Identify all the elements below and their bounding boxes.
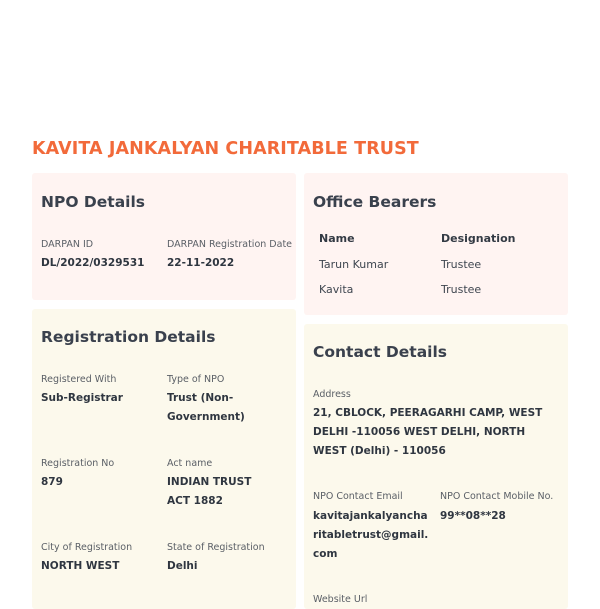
npo-details-title: NPO Details bbox=[41, 193, 146, 211]
registration-no-label: Registration No bbox=[41, 458, 115, 469]
address-value: 21, CBLOCK, PEERAGARHI CAMP, WEST DELHI -110056 WEST DELHI, NORTH WEST (Delhi) - 110056 bbox=[313, 407, 543, 457]
contact-mobile-label: NPO Contact Mobile No. bbox=[440, 491, 554, 502]
city-of-registration-value: NORTH WEST bbox=[41, 560, 120, 572]
npo-details-card bbox=[32, 173, 296, 300]
column-header-designation: Designation bbox=[441, 232, 516, 245]
darpan-reg-date-value: 22-11-2022 bbox=[167, 257, 235, 269]
contact-details-card bbox=[304, 324, 568, 609]
darpan-id-label: DARPAN ID bbox=[41, 239, 94, 250]
registered-with-label: Registered With bbox=[41, 374, 117, 385]
contact-email-value: kavitajankalyancharitabletrust@gmail.com bbox=[313, 510, 429, 560]
bearer-name: Kavita bbox=[319, 283, 354, 296]
address-label: Address bbox=[313, 389, 351, 400]
registration-details-title: Registration Details bbox=[41, 328, 216, 346]
contact-details-title: Contact Details bbox=[313, 343, 448, 361]
bearer-designation: Trustee bbox=[441, 258, 482, 271]
column-header-name: Name bbox=[319, 232, 355, 245]
org-title: KAVITA JANKALYAN CHARITABLE TRUST bbox=[32, 139, 419, 159]
act-name-value: INDIAN TRUST ACT 1882 bbox=[167, 476, 252, 507]
bearer-designation: Trustee bbox=[441, 283, 482, 296]
darpan-reg-date-label: DARPAN Registration Date bbox=[167, 239, 293, 250]
contact-email-label: NPO Contact Email bbox=[313, 491, 403, 502]
darpan-id-value: DL/2022/0329531 bbox=[41, 257, 145, 269]
office-bearers-card bbox=[304, 173, 568, 315]
npo-type-value: Trust (Non-Government) bbox=[167, 392, 245, 423]
npo-type-label: Type of NPO bbox=[167, 374, 225, 385]
bearer-name: Tarun Kumar bbox=[319, 258, 389, 271]
act-name-label: Act name bbox=[167, 458, 213, 469]
registered-with-value: Sub-Registrar bbox=[41, 392, 123, 404]
website-url-label: Website Url bbox=[313, 594, 368, 605]
contact-mobile-value: 99**08**28 bbox=[440, 510, 506, 522]
registration-no-value: 879 bbox=[41, 476, 63, 488]
registration-details-card bbox=[32, 309, 296, 609]
state-of-registration-value: Delhi bbox=[167, 560, 198, 572]
office-bearers-title: Office Bearers bbox=[313, 193, 437, 211]
city-of-registration-label: City of Registration bbox=[41, 542, 133, 553]
state-of-registration-label: State of Registration bbox=[167, 542, 265, 553]
